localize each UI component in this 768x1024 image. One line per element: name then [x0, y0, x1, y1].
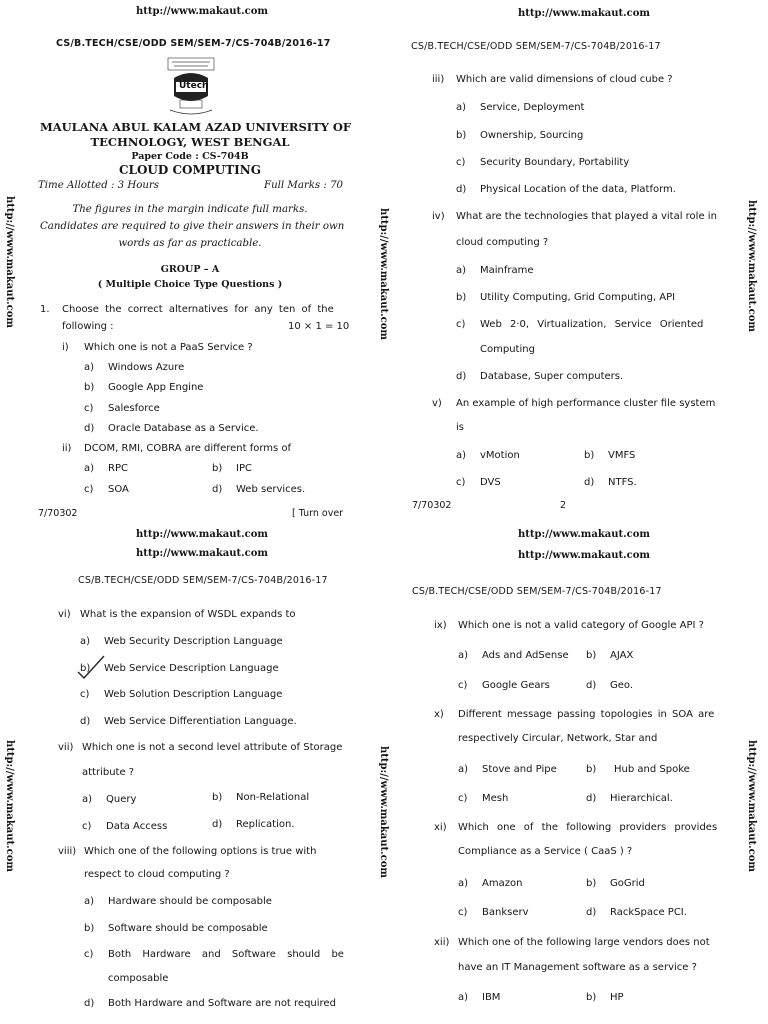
q-ii-opt-c-label: c) [84, 484, 94, 495]
q-xi-opt-d: RackSpace PCI. [610, 907, 687, 918]
page3-url-top: http://www.makaut.com [136, 529, 268, 540]
q-viii-number: viii) [58, 846, 77, 857]
q-xii-opt-a-label: a) [458, 992, 469, 1003]
q-iii-opt-b-label: b) [456, 130, 467, 141]
q-vii-opt-c-label: c) [82, 821, 92, 832]
q-ix-opt-c-label: c) [458, 680, 468, 691]
q-ii-opt-b-label: b) [212, 463, 223, 474]
q-ix-opt-a-label: a) [458, 650, 469, 661]
q-viii-opt-d: Both Hardware and Software are not required [108, 998, 336, 1009]
q-i-text: Which one is not a PaaS Service ? [84, 342, 253, 353]
margin-url-mid-top: http://www.makaut.com [378, 208, 389, 340]
q-iv-opt-b-label: b) [456, 292, 467, 303]
q1-marks: 10 × 1 = 10 [288, 321, 350, 332]
q-vi-opt-a: Web Security Description Language [104, 636, 283, 647]
q-iv-opt-d-label: d) [456, 371, 467, 382]
page1-code: 7/70302 [38, 508, 78, 519]
q-ii-opt-c: SOA [108, 484, 129, 495]
margin-url-mid-bottom: http://www.makaut.com [378, 746, 389, 878]
q-ii-opt-d: Web services. [236, 484, 306, 495]
university-logo-icon [162, 56, 220, 118]
q-xi-opt-b-label: b) [586, 878, 597, 889]
q-i-opt-d: Oracle Database as a Service. [108, 423, 259, 434]
page2-course-header: CS/B.TECH/CSE/ODD SEM/SEM-7/CS-704B/2016-17 [411, 41, 661, 52]
q-iv-opt-c-label: c) [456, 319, 466, 330]
q-xi-number: xi) [434, 822, 447, 833]
q-ix-text: Which one is not a valid category of Google API ? [458, 620, 704, 631]
q-x-opt-b: Hub and Spoke [614, 764, 690, 775]
q-vi-opt-b: Web Service Description Language [104, 663, 279, 674]
q-i-opt-a-label: a) [84, 362, 95, 373]
q-v-opt-b: VMFS [608, 450, 636, 461]
q-i-opt-b: Google App Engine [108, 382, 204, 393]
subject-title: CLOUD COMPUTING [118, 163, 262, 177]
q-i-opt-b-label: b) [84, 382, 95, 393]
q-x-opt-c-label: c) [458, 793, 468, 804]
q-i-opt-a: Windows Azure [108, 362, 185, 373]
page2-number: 2 [560, 500, 567, 511]
q-ix-opt-b-label: b) [586, 650, 597, 661]
q-iii-opt-b: Ownership, Sourcing [480, 130, 584, 141]
q-iii-number: iii) [432, 74, 445, 85]
group-title: GROUP – A [160, 264, 220, 275]
q-vi-opt-d-label: d) [80, 716, 91, 727]
q-iii-text: Which are valid dimensions of cloud cube ? [456, 74, 673, 85]
university-line2: TECHNOLOGY, WEST BENGAL [90, 135, 290, 149]
q-vii-number: vii) [58, 742, 74, 753]
q-viii-opt-b: Software should be composable [108, 923, 268, 934]
q-iv-opt-c-cont: Computing [480, 344, 535, 355]
page2-url: http://www.makaut.com [518, 8, 650, 19]
q-xi-opt-a-label: a) [458, 878, 469, 889]
q-iii-opt-a: Service, Deployment [480, 102, 585, 113]
q-ii-opt-b: IPC [236, 463, 252, 474]
q-ii-opt-a-label: a) [84, 463, 95, 474]
q-i-opt-c: Salesforce [108, 403, 160, 414]
q-v-opt-a-label: a) [456, 450, 467, 461]
q-x-line2: respectively Circular, Network, Star and [458, 733, 658, 744]
q-ii-opt-d-label: d) [212, 484, 223, 495]
page2-code: 7/70302 [412, 500, 452, 511]
q-ii-number: ii) [62, 443, 72, 454]
q-vii-opt-d: Replication. [236, 819, 295, 830]
q-x-opt-d-label: d) [586, 793, 597, 804]
q-xi-opt-c: Bankserv [482, 907, 529, 918]
q-iii-opt-d-label: d) [456, 184, 467, 195]
q1-line2: following : [62, 321, 114, 332]
logo-text: Utech [179, 81, 209, 91]
q-v-opt-d: NTFS. [608, 477, 637, 488]
q-vi-text: What is the expansion of WSDL expands to [80, 609, 296, 620]
q-x-number: x) [434, 709, 444, 720]
q-viii-opt-c-cont: composable [108, 973, 169, 984]
q-v-opt-d-label: d) [584, 477, 595, 488]
q-xi-opt-c-label: c) [458, 907, 468, 918]
q1-line1: Choose the correct alternatives for any ten of the [62, 304, 334, 315]
q-xi-opt-b: GoGrid [610, 878, 645, 889]
q-vii-opt-d-label: d) [212, 819, 223, 830]
q-iii-opt-a-label: a) [456, 102, 467, 113]
page4-course-header: CS/B.TECH/CSE/ODD SEM/SEM-7/CS-704B/2016-17 [412, 586, 662, 597]
q-iv-opt-d: Database, Super computers. [480, 371, 624, 382]
page3-course-header: CS/B.TECH/CSE/ODD SEM/SEM-7/CS-704B/2016-17 [78, 575, 328, 586]
q-xii-number: xii) [434, 937, 450, 948]
q-xii-opt-a: IBM [482, 992, 501, 1003]
q-x-opt-a: Stove and Pipe [482, 764, 557, 775]
margin-url-right-bottom: http://www.makaut.com [746, 740, 757, 872]
margin-url-right-top: http://www.makaut.com [746, 200, 757, 332]
q-ix-opt-d-label: d) [586, 680, 597, 691]
q-x-opt-a-label: a) [458, 764, 469, 775]
q-vii-opt-a-label: a) [82, 794, 93, 805]
q-vi-opt-c: Web Solution Description Language [104, 689, 283, 700]
q-xi-line1: Which one of the following providers provides [458, 822, 718, 833]
q-v-opt-a: vMotion [480, 450, 520, 461]
q-iv-line2: cloud computing ? [456, 237, 549, 248]
turn-over: [ Turn over [292, 508, 344, 519]
q-v-line2: is [456, 422, 464, 433]
instruction-3: words as far as practicable. [118, 238, 262, 249]
q-ix-number: ix) [434, 620, 447, 631]
q-vii-line2: attribute ? [82, 767, 135, 778]
margin-url-left-bottom: http://www.makaut.com [4, 740, 15, 872]
instruction-2: Candidates are required to give their answers in their own [40, 221, 345, 232]
page1-url: http://www.makaut.com [136, 6, 268, 17]
q-iv-opt-c: Web 2·0, Virtualization, Service Oriented [480, 319, 704, 330]
q-xii-opt-b-label: b) [586, 992, 597, 1003]
q-v-opt-c: DVS [480, 477, 501, 488]
q-ix-opt-d: Geo. [610, 680, 634, 691]
q-x-opt-c: Mesh [482, 793, 509, 804]
q-viii-opt-a-label: a) [84, 896, 95, 907]
q-iv-opt-b: Utility Computing, Grid Computing, API [480, 292, 676, 303]
page1-course-header: CS/B.TECH/CSE/ODD SEM/SEM-7/CS-704B/2016-17 [56, 38, 331, 49]
q-i-opt-d-label: d) [84, 423, 95, 434]
q-x-opt-d: Hierarchical. [610, 793, 673, 804]
page3-url: http://www.makaut.com [136, 548, 268, 559]
q-iv-opt-a: Mainframe [480, 265, 534, 276]
page4-url: http://www.makaut.com [518, 550, 650, 561]
q-vi-opt-d: Web Service Differentiation Language. [104, 716, 297, 727]
full-marks: Full Marks : 70 [264, 180, 344, 191]
q-ix-opt-c: Google Gears [482, 680, 550, 691]
q-viii-opt-d-label: d) [84, 998, 95, 1009]
q-ii-opt-a: RPC [108, 463, 128, 474]
university-line1: MAULANA ABUL KALAM AZAD UNIVERSITY OF [40, 120, 352, 134]
q-xii-opt-b: HP [610, 992, 624, 1003]
q-viii-opt-c: Both Hardware and Software should be [108, 949, 344, 960]
q-viii-opt-a: Hardware should be composable [108, 896, 272, 907]
q-xii-line2: have an IT Management software as a service ? [458, 962, 697, 973]
q-iii-opt-c-label: c) [456, 157, 466, 168]
q-viii-opt-c-label: c) [84, 949, 94, 960]
q-vii-opt-c: Data Access [106, 821, 168, 832]
q-v-opt-c-label: c) [456, 477, 466, 488]
q-vii-opt-b-label: b) [212, 792, 223, 803]
q-x-line1: Different message passing topologies in SOA are [458, 709, 715, 720]
q1-number: 1. [40, 304, 50, 315]
q-iv-opt-a-label: a) [456, 265, 467, 276]
q-viii-opt-b-label: b) [84, 923, 95, 934]
q-vi-number: vi) [58, 609, 71, 620]
q-viii-line1: Which one of the following options is true with [84, 846, 317, 857]
tick-mark-icon [76, 654, 106, 684]
q-vii-line1: Which one is not a second level attribute of Storage [82, 742, 343, 753]
page4-url-top: http://www.makaut.com [518, 529, 650, 540]
q-vi-opt-c-label: c) [80, 689, 90, 700]
q-iv-line1: What are the technologies that played a vital role in [456, 211, 717, 222]
q-ix-opt-b: AJAX [610, 650, 634, 661]
instruction-1: The figures in the margin indicate full marks. [72, 204, 308, 215]
q-ix-opt-a: Ads and AdSense [482, 650, 569, 661]
time-allotted: Time Allotted : 3 Hours [38, 180, 160, 191]
q-xi-opt-a: Amazon [482, 878, 523, 889]
q-vii-opt-a: Query [106, 794, 137, 805]
q-vi-opt-a-label: a) [80, 636, 91, 647]
q-x-opt-b-label: b) [586, 764, 597, 775]
q-iii-opt-d: Physical Location of the data, Platform. [480, 184, 676, 195]
q-ii-text: DCOM, RMI, COBRA are different forms of [84, 443, 292, 454]
q-xii-line1: Which one of the following large vendors does not [458, 937, 710, 948]
q-v-number: v) [432, 398, 442, 409]
q-v-opt-b-label: b) [584, 450, 595, 461]
q-vii-opt-b: Non-Relational [236, 792, 310, 803]
group-subtitle: ( Multiple Choice Type Questions ) [97, 279, 283, 290]
q-i-number: i) [62, 342, 69, 353]
q-viii-line2: respect to cloud computing ? [84, 869, 230, 880]
q-xi-opt-d-label: d) [586, 907, 597, 918]
q-v-line1: An example of high performance cluster file system [456, 398, 716, 409]
q-iv-number: iv) [432, 211, 445, 222]
q-iii-opt-c: Security Boundary, Portability [480, 157, 630, 168]
q-xi-line2: Compliance as a Service ( CaaS ) ? [458, 846, 633, 857]
paper-code: Paper Code : CS-704B [131, 151, 249, 162]
margin-url-left-top: http://www.makaut.com [4, 196, 15, 328]
q-i-opt-c-label: c) [84, 403, 94, 414]
q-vi-opt-b-label: b) [80, 663, 91, 674]
